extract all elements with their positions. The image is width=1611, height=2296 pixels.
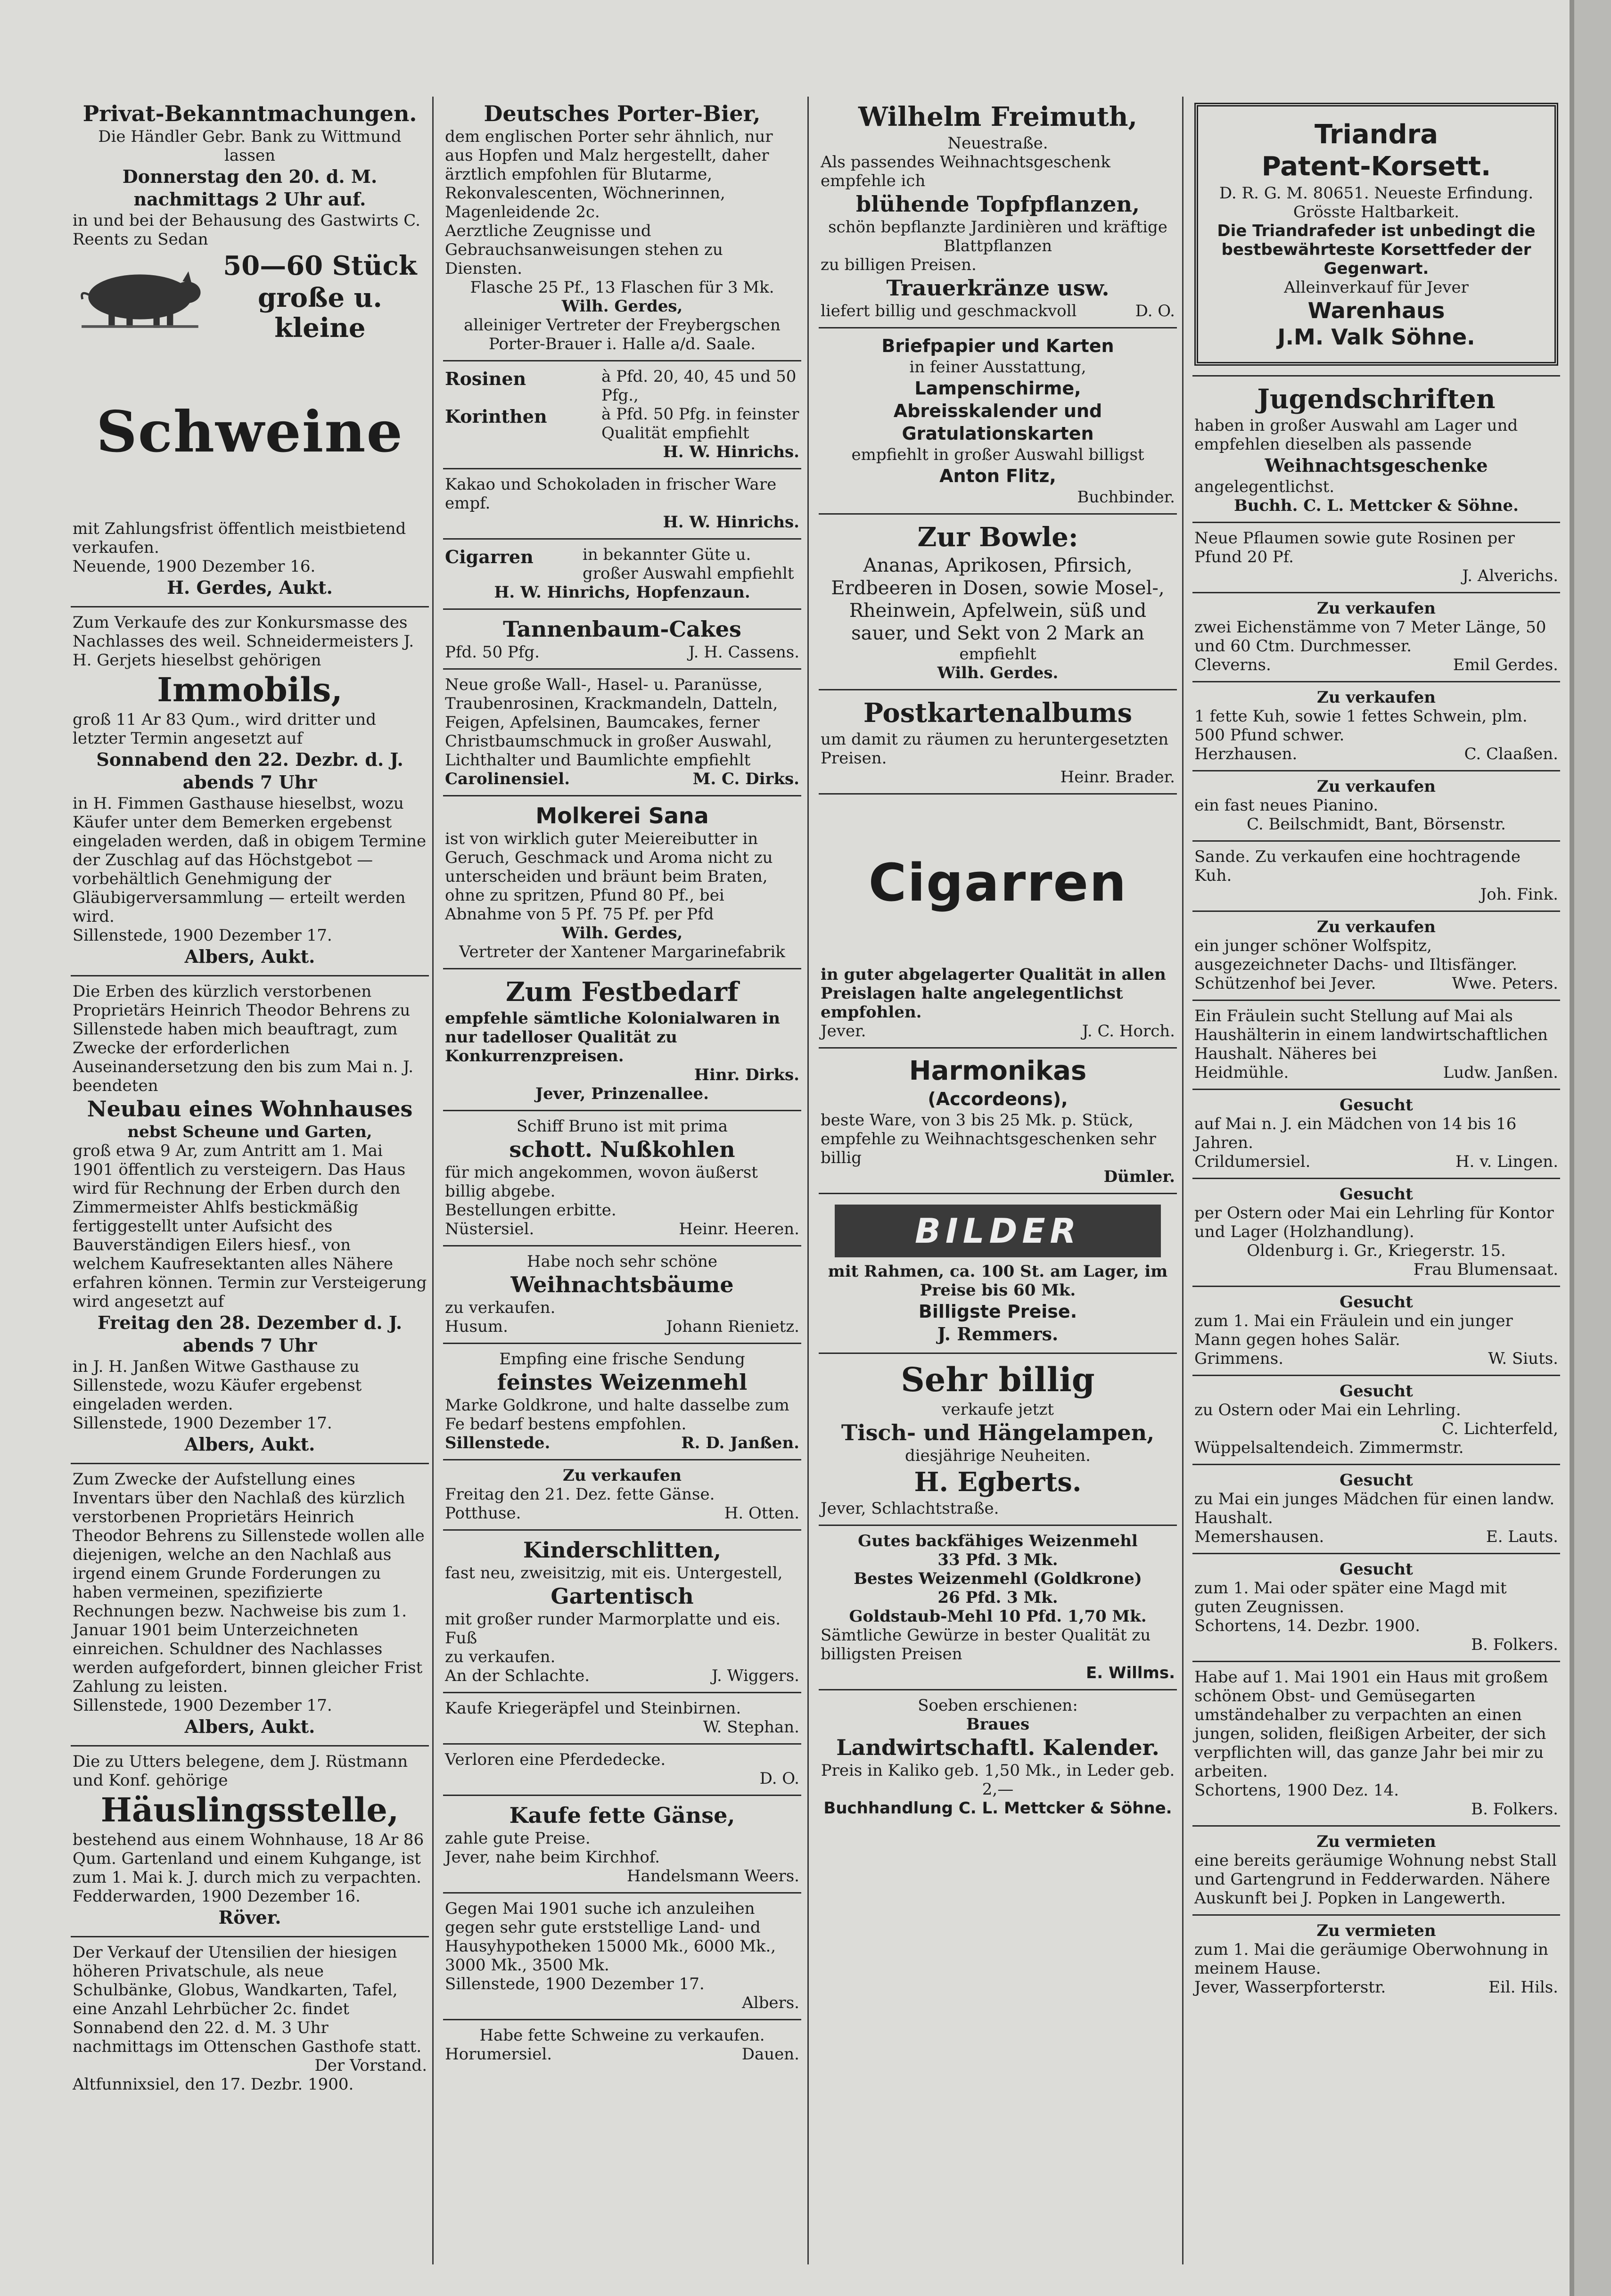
ad-porter-bier: Deutsches Porter-Bier, dem englischen Porter sehr ähnlich, nur aus Hopfen und Malz hergestellt, daher ärztlich empfohlen für Blutarme, Rekonvalescenten, Wöchnerinnen, Magenleidende 2c. Aerztliche Zeugnisse und Gebrauchsanweisungen stehen zu Diensten. Flasche 25 Pf., 13 Flaschen für 3 Mk. Wilh. Gerdes, alleiniger Vertreter der Freybergschen Porter-Brauer i. Halle a/d. Saale.	[443, 94, 801, 361]
ad-nusskohlen: Schiff Bruno ist mit prima schott. Nußkohlen für mich angekommen, wovon äußerst billig abgebe. Bestellungen erbitte. Nüstersiel. Heinr. Heeren.	[443, 1111, 801, 1246]
headline: Tannenbaum-Cakes	[503, 616, 741, 642]
column-1	[71, 94, 429, 2262]
signature: H. Otten.	[724, 1504, 799, 1523]
signature: Buchh. C. L. Mettcker & Söhne.	[1234, 496, 1519, 515]
signature: Heinr. Heeren.	[679, 1220, 799, 1238]
ad-nuesse: Neue große Wall-, Hasel- u. Paranüsse, Traubenrosinen, Krackmandeln, Datteln, Feigen, Apfelsinen, Baumcakes, ferner Christbaumschmuck in großer Auswahl, Lichthalter und Baumlichte empfiehlt Carolinensiel. M. C. Dirks.	[443, 670, 801, 796]
signature: Albers, Aukt.	[184, 946, 315, 967]
signature: C. Lichterfeld,	[1442, 1419, 1558, 1438]
headline: feinstes Weizenmehl	[497, 1369, 748, 1395]
ad-immobils: Zum Verkaufe des zur Konkursmasse des Nachlasses des weil. Schneidermeisters J. H. Gerjets hieselbst gehörigen Immobils, groß 11 Ar 83 Qum., wird dritter und letzter Termin angesetzt auf Sonnabend den 22. Dezbr. d. J. abends 7 Uhr in H. Fimmen Gasthause hieselbst, wozu Käufer unter dem Bemerken ergebenst eingeladen werden, daß in obigem Termine der Zuschlag auf das Höchstgebot — vorbehältlich Genehmigung der Gläubigerversammlung — erteilt werden wird. Sillenstede, 1900 Dezember 17. Albers, Aukt.	[71, 607, 429, 976]
headline: Zur Bowle:	[917, 522, 1078, 553]
signature: Wwe. Peters.	[1452, 974, 1558, 993]
ad-cigarren-horch: Cigarren in guter abgelagerter Qualität in allen Preislagen halte angelegentlichst empfohlen. Jever. J. C. Horch.	[819, 795, 1177, 1049]
ad-gesucht-magd: Gesucht zum 1. Mai oder später eine Magd mit guten Zeugnissen. Schortens, 14. Dezbr. 1900. B. Folkers.	[1192, 1554, 1560, 1662]
headline: Jugendschriften	[1257, 384, 1496, 415]
ad-kinderschlitten: Kinderschlitten, fast neu, zweisitzig, mit eis. Untergestell, Gartentisch mit großer runder Marmorplatte und eis. Fuß zu verkaufen. An der Schlachte. J. Wiggers.	[443, 1531, 801, 1693]
ad-hypotheken: Gegen Mai 1901 suche ich anzuleihen gegen sehr gute erststellige Land- und Hausyhypotheken 15000 Mk., 6000 Mk., 3000 Mk., 3500 Mk. Sillenstede, 1900 Dezember 17. Albers.	[443, 1894, 801, 2020]
signature: Albers, Aukt.	[184, 1434, 315, 1455]
pig-illustration	[73, 262, 207, 332]
ad-sehr-billig: Sehr billig verkaufe jetzt Tisch- und Hängelampen, diesjährige Neuheiten. H. Egberts. Jever, Schlachtstraße.	[819, 1354, 1177, 1526]
ad-gesucht-fraeulein: Gesucht zum 1. Mai ein Fräulein und ein junger Mann gegen hohes Salär. Grimmens. W. Siuts.	[1192, 1287, 1560, 1376]
headline: Weihnachtsbäume	[510, 1272, 734, 1297]
ad-jugendschriften: Jugendschriften haben in großer Auswahl am Lager und empfehlen dieselben als passende Weihnachtsgeschenke angelegentlichst. Buchh. C. L. Mettcker & Söhne.	[1192, 377, 1560, 523]
ad-gaense-otten: Zu verkaufen Freitag den 21. Dez. fette Gänse. Potthuse. H. Otten.	[443, 1460, 801, 1531]
headline: Harmonikas	[909, 1056, 1087, 1086]
ad-inventar: Zum Zwecke der Aufstellung eines Inventars über den Nachlaß des kürzlich verstorbenen Proprietärs Heinrich Theodor Behrens zu Sillenstede wollen alle diejenigen, welche an den Nachlaß aus irgend einem Grunde Forderungen zu haben vermeinen, spezifizierte Rechnungen bezw. Nachweise bis zum 1. Januar 1901 beim Unterzeichneten einreichen. Schuldner des Nachlasses werden aufgefordert, binnen gleicher Frist Zahlung zu leisten. Sillenstede, 1900 Dezember 17. Albers, Aukt.	[71, 1464, 429, 1747]
ad-fette-gaense: Kaufe fette Gänse, zahle gute Preise. Jever, nahe beim Kirchhof. Handelsmann Weers.	[443, 1796, 801, 1894]
signature: J. C. Horch.	[1082, 1022, 1175, 1041]
signature: C. Claaßen.	[1464, 745, 1558, 763]
headline: Kinderschlitten,	[523, 1537, 722, 1563]
ad-vermieten-2: Zu vermieten zum 1. Mai die geräumige Oberwohnung in meinem Hause. Jever, Wasserpforterstr. Eil. Hils.	[1194, 1921, 1558, 1997]
ad-eichenstaemme: Zu verkaufen zwei Eichenstämme von 7 Meter Länge, 50 und 60 Ctm. Durchmesser. Cleverns. Emil Gerdes.	[1192, 593, 1560, 682]
ad-tannenbaum-cakes: Tannenbaum-Cakes Pfd. 50 Pfg. J. H. Cassens.	[443, 610, 801, 670]
section-title: Privat-Bekanntmachungen.	[82, 101, 417, 126]
signature: D. O.	[759, 1769, 799, 1788]
signature: Albers.	[742, 1993, 799, 2012]
signature: Johann Rienietz.	[666, 1317, 799, 1336]
headline: Cigarren	[868, 853, 1127, 913]
headline: Briefpapier und Karten	[881, 336, 1114, 356]
signature: H. W. Hinrichs.	[663, 513, 799, 532]
signature: J.M. Valk Söhne.	[1277, 324, 1475, 350]
ad-pflaumen: Neue Pflaumen sowie gute Rosinen per Pfund 20 Pf. J. Alverichs.	[1192, 523, 1560, 593]
headline: Kaufe fette Gänse,	[509, 1803, 735, 1828]
headline: Neubau eines Wohnhauses	[87, 1096, 413, 1122]
headline: Landwirtschaftl. Kalender.	[836, 1735, 1159, 1760]
ad-kalender: Soeben erschienen: Braues Landwirtschaftl. Kalender. Preis in Kaliko geb. 1,50 Mk., in Leder geb. 2,— Buchhandlung C. L. Mettcker & Söhne.	[821, 1696, 1175, 1818]
signature: E. Lauts.	[1486, 1527, 1558, 1546]
ad-gesucht-landw: Gesucht zu Mai ein junges Mädchen für einen landw. Haushalt. Memershausen. E. Lauts.	[1192, 1465, 1560, 1554]
ad-triandra	[1192, 94, 1560, 377]
signature: Dümler.	[1103, 1167, 1175, 1186]
signature: E. Willms.	[1085, 1664, 1175, 1682]
signature: Albers, Aukt.	[184, 1716, 315, 1737]
signature: W. Stephan.	[703, 1718, 799, 1737]
ad-neubau: Die Erben des kürzlich verstorbenen Proprietärs Heinrich Theodor Behrens zu Sillenstede haben mich beauftragt, zum Zwecke der erforderlichen Auseinandersetzung den bis zum Mai n. J. beendeten Neubau eines Wohnhauses nebst Scheune und Garten, groß etwa 9 Ar, zum Antritt am 1. Mai 1901 öffentlich zu versteigern. Das Haus wird für Rechnung der Erben durch den Zimmermeister Ahlfs bestickmäßig fertiggestellt unter Aufsicht des Bauverständigen Eilers hiesf., von welchem Kaufresektanten alles Nähere erfahren können. Termin zur Versteigerung wird angesetzt auf Freitag den 28. Dezember d. J. abends 7 Uhr in J. H. Janßen Witwe Gasthause zu Sillenstede, wozu Käufer ergebenst eingeladen werden. Sillenstede, 1900 Dezember 17. Albers, Aukt.	[71, 976, 429, 1464]
signature: Dauen.	[741, 2045, 799, 2064]
ad-bilder: BILDER mit Rahmen, ca. 100 St. am Lager, im Preise bis 60 Mk. Billigste Preise. J. Remmers.	[819, 1194, 1177, 1354]
signature: Wilh. Gerdes.	[937, 664, 1059, 682]
headline: Triandra	[1314, 119, 1438, 150]
ad-fette-schweine: Habe fette Schweine zu verkaufen. Horumersiel. Dauen.	[445, 2026, 799, 2064]
ad-gesucht-lehrling: Gesucht zu Ostern oder Mai ein Lehrling. C. Lichterfeld, Wüppelsaltendeich. Zimmermstr.	[1192, 1376, 1560, 1465]
ad-flitz: Briefpapier und Karten in feiner Ausstattung, Lampenschirme, Abreisskalender und Gratulationskarten empfiehlt in großer Auswahl billigst Anton Flitz, Buchbinder.	[819, 328, 1177, 515]
signature: H. W. Hinrichs.	[663, 443, 799, 461]
signature: B. Folkers.	[1471, 1800, 1558, 1819]
signature: Heinr. Brader.	[1060, 768, 1175, 787]
signature: Frau Blumensaat.	[1413, 1260, 1558, 1279]
ad-festbedarf: Zum Festbedarf empfehle sämtliche Kolonialwaren in nur tadelloser Qualität zu Konkurrenzpreisen. Hinr. Dirks. Jever, Prinzenallee.	[443, 969, 801, 1111]
ad-cigarren-hinrichs: Cigarren in bekannter Güte u. großer Auswahl empfiehlt H. W. Hinrichs, Hopfenzaun.	[443, 540, 801, 610]
ad-vermieten-1: Zu vermieten eine bereits geräumige Wohnung nebst Stall und Gartengrund in Fedderwarden. Nähere Auskunft bei J. Popken in Langewerth.	[1192, 1827, 1560, 1916]
ad-molkerei-sana: Molkerei Sana ist von wirklich guter Meiereibutter in Geruch, Geschmack und Aroma nicht zu unterscheiden und bräunt beim Braten, ohne zu spritzen, Pfund 80 Pf., bei Abnahme von 5 Pf. 75 Pf. per Pfd Wilh. Gerdes, Vertreter der Xantener Margarinefabrik	[443, 796, 801, 969]
column-3	[819, 94, 1177, 2262]
signature: J. Remmers.	[937, 1323, 1059, 1345]
column-4	[1192, 94, 1560, 2262]
ad-freimuth: Wilhelm Freimuth, Neuestraße. Als passendes Weihnachtsgeschenk empfehle ich blühende Topfpflanzen, schön bepflanzte Jardinièren und kräftige Blattpflanzen zu billigen Preisen. Trauerkränze usw. liefert billig und geschmackvoll D. O.	[819, 94, 1177, 328]
ad-haushaelterin: Ein Fräulein sucht Stellung auf Mai als Haushälterin in einem landwirtschaftlichen Haushalt. Näheres bei Heidmühle. Ludw. Janßen.	[1192, 1001, 1560, 1090]
signature: D. O.	[1135, 302, 1175, 320]
signature: C. Beilschmidt, Bant, Börsenstr.	[1247, 815, 1506, 834]
signature: J. Wiggers.	[712, 1666, 799, 1685]
binding-edge	[1570, 0, 1574, 2296]
signature: H. v. Lingen.	[1455, 1152, 1558, 1171]
signature: B. Folkers.	[1471, 1635, 1558, 1654]
signature: Handelsmann Weers.	[626, 1867, 799, 1886]
headline: Postkartenalbums	[863, 697, 1133, 729]
signature: Hinr. Dirks.	[694, 1066, 799, 1084]
ad-pferdedecke: Verloren eine Pferdedecke. D. O.	[443, 1745, 801, 1796]
ad-hochtragende-kuh: Sande. Zu verkaufen eine hochtragende Kuh. Joh. Fink.	[1192, 842, 1560, 912]
signature: Röver.	[218, 1907, 281, 1928]
column-rule	[807, 97, 809, 2264]
ad-harmonikas: Harmonikas (Accordeons), beste Ware, von 3 bis 25 Mk. p. Stück, empfehle zu Weihnachtsgeschenken sehr billig Dümler.	[819, 1049, 1177, 1194]
signature: Buchhandlung C. L. Mettcker & Söhne.	[823, 1799, 1172, 1818]
signature: J. H. Cassens.	[688, 643, 799, 662]
headline: Immobils,	[157, 670, 343, 709]
headline: Sehr billig	[901, 1360, 1095, 1399]
signature: Eil. Hils.	[1488, 1978, 1558, 1997]
ad-weihnachtsbaeume: Habe noch sehr schöne Weihnachtsbäume zu verkaufen. Husum. Johann Rienietz.	[443, 1246, 801, 1344]
column-rule	[1182, 97, 1184, 2264]
binding	[1574, 0, 1611, 2296]
ad-gesucht-lehrling-kontor: Gesucht per Ostern oder Mai ein Lehrling für Kontor und Lager (Holzhandlung). Oldenburg i. Gr., Kriegerstr. 15. Frau Blumensaat.	[1192, 1179, 1560, 1287]
signature: W. Siuts.	[1488, 1349, 1558, 1368]
ad-postkartenalbums: Postkartenalbums um damit zu räumen zu heruntergesetzten Preisen. Heinr. Brader.	[819, 690, 1177, 795]
pig-row: 50—60 Stück große u. kleine	[73, 249, 427, 345]
headline: Molkerei Sana	[535, 803, 709, 828]
ad-bowle: Zur Bowle: Ananas, Aprikosen, Pfirsich, Erdbeeren in Dosen, sowie Mosel-, Rheinwein, Apfelwein, süß und sauer, und Sekt von 2 Mark an empfiehlt Wilh. Gerdes.	[819, 515, 1177, 690]
ad-kriegeraepfel: Kaufe Kriegeräpfel und Steinbirnen. W. Stephan.	[443, 1693, 801, 1745]
bilder-banner: BILDER	[835, 1205, 1161, 1257]
ad-haeuslingsstelle: Die zu Utters belegene, dem J. Rüstmann und Konf. gehörige Häuslingsstelle, bestehend aus einem Wohnhause, 18 Ar 86 Qum. Gartenland und einem Kuhgange, ist zum 1. Mai k. J. durch mich zu verpachten. Fedderwarden, 1900 Dezember 16. Röver.	[71, 1747, 429, 1937]
ad-schule: Der Verkauf der Utensilien der hiesigen höheren Privatschule, als neue Schulbänke, Globus, Wandkarten, Tafel, eine Anzahl Lehrbücher 2c. findet Sonnabend den 22. d. M. 3 Uhr nachmittags im Ottenschen Gasthofe statt. Der Vorstand. Altfunnixsiel, den 17. Dezbr. 1900.	[73, 1943, 427, 2094]
signature: H. W. Hinrichs, Hopfenzaun.	[494, 583, 750, 602]
headline: Häuslingsstelle,	[100, 1790, 399, 1829]
signature: J. Alverichs.	[1462, 566, 1558, 585]
headline: Zum Festbedarf	[506, 976, 739, 1008]
headline: Schweine	[96, 399, 403, 465]
headline: schott. Nußkohlen	[509, 1137, 735, 1162]
ad-fette-kuh: Zu verkaufen 1 fette Kuh, sowie 1 fettes Schwein, plm. 500 Pfund schwer. Herzhausen. C. Claaßen.	[1192, 682, 1560, 771]
signature: Anton Flitz,	[939, 466, 1056, 486]
column-rule	[432, 97, 434, 2264]
ad-rosinen: Rosinen à Pfd. 20, 40, 45 und 50 Pfg., Korinthen à Pfd. 50 Pfg. in feinster Qualität empfiehlt H. W. Hinrichs.	[443, 361, 801, 469]
ad-pianino: Zu verkaufen ein fast neues Pianino. C. Beilschmidt, Bant, Börsenstr.	[1192, 771, 1560, 842]
ad-wolfspitz: Zu verkaufen ein junger schöner Wolfspitz, ausgezeichneter Dachs- und Iltisfänger. Schützenhof bei Jever. Wwe. Peters.	[1192, 912, 1560, 1001]
headline: Wilhelm Freimuth,	[858, 101, 1138, 132]
ad-pig-auction: Privat-Bekanntmachungen. Die Händler Gebr. Bank zu Wittmund lassen Donnerstag den 20. d. M. nachmittags 2 Uhr auf. in und bei der Behausung des Gastwirts C. Reents zu Sedan 50—60 Stück große u. kleine Schweine mit Zahlungsfrist öffentlich meistbietend verkaufen. Neuende, 1900 Dezember 16. H. Gerdes, Aukt.	[71, 94, 429, 607]
signature: Joh. Fink.	[1480, 885, 1558, 904]
ad-kakao: Kakao und Schokoladen in frischer Ware empf. H. W. Hinrichs.	[443, 469, 801, 540]
ad-weizenmehl-janssen: Empfing eine frische Sendung feinstes Weizenmehl Marke Goldkrone, und halte dasselbe zum Fe bedarf bestens empfohlen. Sillenstede. R. D. Janßen.	[443, 1344, 801, 1460]
signature: Emil Gerdes.	[1453, 656, 1558, 674]
ad-weizenmehl-willms: Gutes backfähiges Weizenmehl 33 Pfd. 3 Mk. Bestes Weizenmehl (Goldkrone) 26 Pfd. 3 Mk. Goldstaub-Mehl 10 Pfd. 1,70 Mk. Sämtliche Gewürze in bester Qualität zu billigsten Preisen E. Willms.	[819, 1526, 1177, 1690]
ad-gesucht-maedchen: Gesucht auf Mai n. J. ein Mädchen von 14 bis 16 Jahren. Crildumersiel. H. v. Lingen.	[1192, 1090, 1560, 1179]
signature: R. D. Janßen.	[681, 1434, 799, 1452]
signature: H. Gerdes, Aukt.	[167, 577, 333, 598]
signature: H. Egberts.	[914, 1467, 1082, 1498]
signature: Ludw. Janßen.	[1443, 1063, 1558, 1082]
signature: M. C. Dirks.	[692, 770, 799, 788]
triandra-box: Triandra Patent-Korsett. D. R. G. M. 80651. Neueste Erfindung. Grösste Haltbarkeit. Die Triandrafeder ist unbedingt die bestbewährteste Korsettfeder der Gegenwart. Alleinverkauf für Jever Warenhaus J.M. Valk Söhne.	[1194, 103, 1558, 366]
ad-haus-pacht: Habe auf 1. Mai 1901 ein Haus mit großem schönem Obst- und Gemüsegarten umständehalber zu verpachten an einen jungen, soliden, fleißigen Arbeiter, der sich verpflichten will, das ganze Jahr bei mir zu arbeiten. Schortens, 1900 Dez. 14. B. Folkers.	[1192, 1662, 1560, 1827]
headline: Deutsches Porter-Bier,	[484, 101, 761, 126]
column-2	[443, 94, 801, 2262]
